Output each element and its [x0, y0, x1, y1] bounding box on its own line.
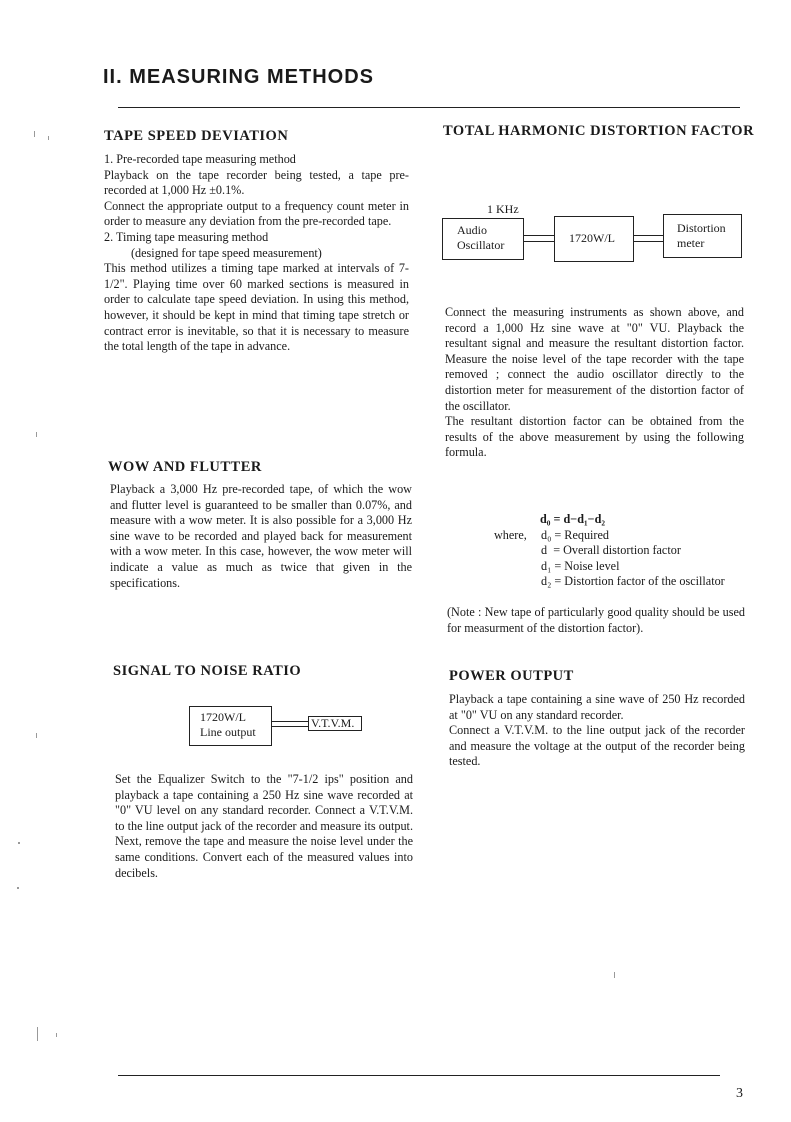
snr-wire: [272, 721, 308, 722]
thd-note-text: (Note : New tape of particularly good quality should be used for measurment of the distortion factor).: [447, 605, 745, 635]
snr-vtvm-label: V.T.V.M.: [311, 716, 355, 730]
wow-flutter-heading: WOW AND FLUTTER: [108, 459, 262, 475]
thd-formula-def1: d = Overall distortion factor: [541, 543, 681, 557]
tape-speed-body: [104, 152, 409, 355]
wow-flutter-body: [110, 482, 412, 591]
chapter-title: II. MEASURING METHODS: [103, 66, 375, 88]
thd-para2: The resultant distortion factor can be obtained from the results of the above measurement by using the following formula.: [445, 414, 744, 460]
wow-flutter-para: Playback a 3,000 Hz pre-recorded tape, of which the wow and flutter level is guaranteed to be smaller than 0.07%, and measure with a wow meter. It is also possible for a 3,000 Hz sine wave to be recorded and played back for measurement with a wow meter. In this case, however, the wow meter will indicate a value as much as twice that given in the specifications.: [110, 482, 412, 590]
header-rule: [118, 107, 740, 108]
tape-speed-para3: This method utilizes a timing tape marked at intervals of 7-1/2". Playing time over 60 marked sections is measured in order to calculate tape speed deviation. In using this method, however, it should be kept in mind that timing tape stretch or contract error is inevitable, so that it is necessary to measure the total length of the tape in advance.: [104, 261, 409, 354]
snr-recorder-box: [189, 706, 272, 746]
tape-speed-item2: 2. Timing tape measuring method: [104, 229, 269, 244]
snr-wire: [272, 726, 308, 727]
thd-oscillator-label1: Audio: [457, 223, 487, 237]
thd-wire: [634, 235, 663, 236]
power-output-heading: POWER OUTPUT: [449, 668, 574, 684]
tape-speed-item2-sub: (designed for tape speed measurement): [131, 245, 322, 260]
thd-distortion-meter-box: [663, 214, 742, 258]
thd-wire: [634, 241, 663, 242]
tape-speed-heading: TAPE SPEED DEVIATION: [104, 128, 289, 144]
thd-recorder-label: 1720W/L: [569, 231, 615, 245]
footer-rule: [118, 1075, 720, 1076]
tape-speed-para2: Connect the appropriate output to a frequency count meter in order to measure any deviation from the pre-recorded tape.: [104, 198, 409, 229]
power-output-para1: Playback a tape containing a sine wave of 250 Hz recorded at "0" VU on any standard recorder.: [449, 692, 745, 722]
scan-speck: [614, 972, 615, 978]
snr-body: [115, 772, 413, 881]
thd-para1: Connect the measuring instruments as shown above, and record a 1,000 Hz sine wave at "0" VU. Playback the resultant signal and measure the resultant distortion factor. Measure the noise level of the tape recorder with the tape removed ; connect the audio oscillator directly to the distortion meter for measurement of the distortion factor of the oscillator.: [445, 305, 744, 413]
thd-formula-where: where,: [494, 528, 527, 542]
thd-freq-label: 1 KHz: [487, 202, 519, 216]
scan-speck: [48, 136, 49, 140]
scan-speck: [18, 842, 20, 844]
scan-speck: [36, 733, 37, 738]
thd-wire: [524, 235, 554, 236]
thd-heading: TOTAL HARMONIC DISTORTION FACTOR: [443, 123, 755, 139]
thd-formula-def0: d₀ = Required: [541, 528, 609, 542]
scan-speck: [36, 432, 37, 437]
thd-recorder-box: [554, 216, 634, 262]
power-output-body: [449, 692, 745, 770]
thd-oscillator-box: [442, 218, 524, 260]
snr-para: Set the Equalizer Switch to the "7-1/2 ips" position and playback a tape containing a 250 Hz sine wave recorded at "0" VU level on any standard recorder. Connect a V.T.V.M. to the line output jack of the recorder and measure its output. Next, remove the tape and measure the noise level under the same conditions. Convert each of the measured values into decibels.: [115, 772, 413, 880]
thd-oscillator-label2: Oscillator: [457, 238, 505, 252]
thd-distortion-meter-label2: meter: [677, 236, 705, 250]
thd-distortion-meter-label1: Distortion: [677, 221, 726, 235]
snr-heading: SIGNAL TO NOISE RATIO: [113, 663, 302, 679]
tape-speed-item1: 1. Pre-recorded tape measuring method: [104, 152, 296, 166]
snr-recorder-label2: Line output: [200, 725, 256, 739]
thd-note: [447, 605, 745, 636]
snr-vtvm-box: [308, 716, 362, 731]
thd-body: [445, 305, 744, 461]
thd-wire: [524, 241, 554, 242]
snr-recorder-label1: 1720W/L: [200, 710, 246, 724]
scan-speck: [56, 1033, 57, 1037]
thd-formula-def2: d₁ = Noise level: [541, 559, 620, 573]
page-number: 3: [736, 1086, 743, 1101]
scan-speck: [17, 887, 19, 889]
scan-speck: [34, 131, 35, 137]
tape-speed-para1: Playback on the tape recorder being tested, a tape pre-recorded at 1,000 Hz ±0.1%.: [104, 167, 409, 198]
thd-formula-equation: d₀ = d−d₁−d₂: [540, 512, 606, 526]
thd-formula-def3: d₂ = Distortion factor of the oscillator: [541, 574, 725, 588]
power-output-para2: Connect a V.T.V.M. to the line output jack of the recorder and measure the voltage at the output of the recorder being tested.: [449, 723, 745, 769]
scan-speck: [37, 1027, 38, 1041]
